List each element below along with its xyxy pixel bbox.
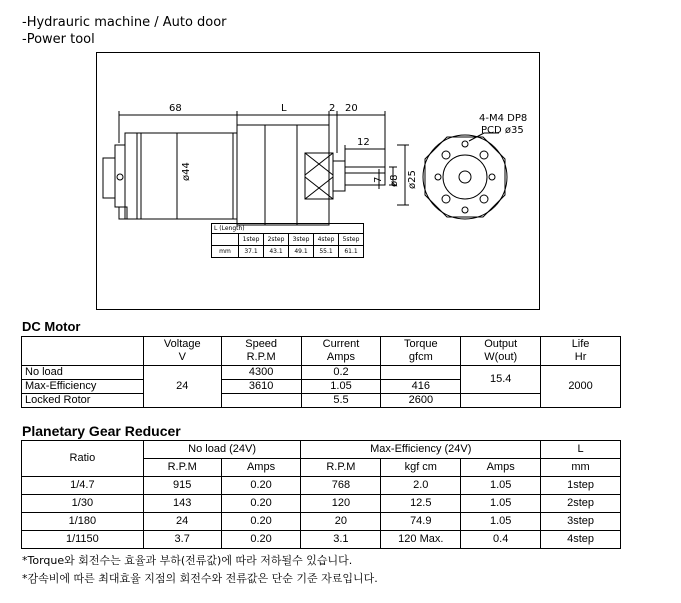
length-value-2: 43.1 bbox=[264, 246, 289, 258]
max-efficiency-header: Max-Efficiency (24V) bbox=[301, 441, 541, 459]
sub-header-mm: mm bbox=[541, 459, 621, 477]
application-line-1: -Hydrauric machine / Auto door bbox=[22, 15, 227, 30]
dim-20: 20 bbox=[345, 103, 358, 114]
dim-L: L bbox=[281, 103, 287, 114]
length-header-2: 2step bbox=[264, 234, 289, 246]
motor-diagram bbox=[97, 53, 539, 309]
length-value-4: 55.1 bbox=[314, 246, 339, 258]
table-row bbox=[22, 495, 621, 513]
length-header-1: 1step bbox=[239, 234, 264, 246]
length-value-5: 61.1 bbox=[339, 246, 364, 258]
table-cell: 143 bbox=[143, 495, 221, 513]
voltage-value: 24 bbox=[143, 366, 221, 408]
table-row bbox=[22, 394, 621, 408]
table-row bbox=[22, 531, 621, 549]
table-cell: 1step bbox=[541, 477, 621, 495]
table-cell: 1.05 bbox=[461, 513, 541, 531]
length-header-4: 4step bbox=[314, 234, 339, 246]
pcd-spec: PCD ø35 bbox=[481, 125, 524, 136]
sub-header-amps: Amps bbox=[221, 459, 301, 477]
current-value: 5.5 bbox=[301, 394, 381, 408]
table-cell: 2.0 bbox=[381, 477, 461, 495]
table-cell: 0.20 bbox=[221, 531, 301, 549]
header-torque: Torque gfcm bbox=[381, 337, 461, 366]
table-cell: 3.7 bbox=[143, 531, 221, 549]
sub-header-rpm: R.P.M bbox=[143, 459, 221, 477]
dim-7: 7 bbox=[373, 176, 384, 183]
table-cell: 768 bbox=[301, 477, 381, 495]
no-load-header: No load (24V) bbox=[143, 441, 301, 459]
table-cell: 3step bbox=[541, 513, 621, 531]
ratio-cell: 1/1150 bbox=[22, 531, 144, 549]
torque-value bbox=[381, 366, 461, 380]
application-line-2: -Power tool bbox=[22, 32, 95, 47]
table-cell: 1.05 bbox=[461, 495, 541, 513]
dc-motor-header-row bbox=[22, 337, 621, 366]
output-value: 15.4 bbox=[461, 366, 541, 394]
torque-value: 416 bbox=[381, 380, 461, 394]
table-cell: 0.4 bbox=[461, 531, 541, 549]
sub-header-kgfcm: kgf cm bbox=[381, 459, 461, 477]
length-value-3: 49.1 bbox=[289, 246, 314, 258]
dc-motor-title: DC Motor bbox=[22, 319, 81, 334]
length-caption: L (Length) bbox=[212, 224, 364, 234]
table-cell: 0.20 bbox=[221, 477, 301, 495]
table-cell: 20 bbox=[301, 513, 381, 531]
dim-phi44: ø44 bbox=[181, 162, 192, 181]
header-life: Life Hr bbox=[541, 337, 621, 366]
technical-drawing bbox=[96, 52, 540, 310]
dim-2: 2 bbox=[329, 103, 336, 114]
speed-value: 4300 bbox=[221, 366, 301, 380]
table-cell: 915 bbox=[143, 477, 221, 495]
current-value: 1.05 bbox=[301, 380, 381, 394]
ratio-header: Ratio bbox=[22, 441, 144, 477]
table-row bbox=[22, 513, 621, 531]
output-value bbox=[461, 394, 541, 408]
torque-value: 2600 bbox=[381, 394, 461, 408]
dim-phi25: ø25 bbox=[407, 170, 418, 189]
l-header: L bbox=[541, 441, 621, 459]
table-cell: 4step bbox=[541, 531, 621, 549]
header-voltage: Voltage V bbox=[143, 337, 221, 366]
current-value: 0.2 bbox=[301, 366, 381, 380]
header-current: Current Amps bbox=[301, 337, 381, 366]
dc-motor-table bbox=[21, 336, 621, 408]
header-speed: Speed R.P.M bbox=[221, 337, 301, 366]
length-header-3: 3step bbox=[289, 234, 314, 246]
life-value: 2000 bbox=[541, 366, 621, 408]
sub-header-rpm: R.P.M bbox=[301, 459, 381, 477]
length-header-5: 5step bbox=[339, 234, 364, 246]
table-cell: 0.20 bbox=[221, 513, 301, 531]
speed-value: 3610 bbox=[221, 380, 301, 394]
sub-header-amps: Amps bbox=[461, 459, 541, 477]
table-cell: 120 Max. bbox=[381, 531, 461, 549]
gear-reducer-title: Planetary Gear Reducer bbox=[22, 423, 181, 439]
ratio-cell: 1/4.7 bbox=[22, 477, 144, 495]
table-cell: 120 bbox=[301, 495, 381, 513]
speed-value bbox=[221, 394, 301, 408]
table-cell: 24 bbox=[143, 513, 221, 531]
gear-reducer-table bbox=[21, 440, 621, 549]
ratio-cell: 1/180 bbox=[22, 513, 144, 531]
table-cell: 74.9 bbox=[381, 513, 461, 531]
length-unit: mm bbox=[212, 246, 239, 258]
dim-68: 68 bbox=[169, 103, 182, 114]
table-cell: 1.05 bbox=[461, 477, 541, 495]
dim-12: 12 bbox=[357, 137, 370, 148]
table-row bbox=[22, 477, 621, 495]
row-label: Locked Rotor bbox=[22, 394, 144, 408]
bolt-spec: 4-M4 DP8 bbox=[479, 113, 528, 124]
header-output: Output W(out) bbox=[461, 337, 541, 366]
ratio-cell: 1/30 bbox=[22, 495, 144, 513]
row-label: No load bbox=[22, 366, 144, 380]
table-cell: 3.1 bbox=[301, 531, 381, 549]
table-row bbox=[22, 366, 621, 380]
note-line-2: *감속비에 따른 최대효율 지점의 회전수와 전류값은 단순 기준 자료입니다. bbox=[22, 572, 378, 585]
note-line-1: *Torque와 회전수는 효율과 부하(전류값)에 따라 저하될수 있습니다. bbox=[22, 554, 353, 567]
length-table bbox=[211, 223, 364, 258]
dim-phi8: ø8 bbox=[389, 174, 400, 187]
table-cell: 0.20 bbox=[221, 495, 301, 513]
table-cell: 2step bbox=[541, 495, 621, 513]
length-value-1: 37.1 bbox=[239, 246, 264, 258]
row-label: Max-Efficiency bbox=[22, 380, 144, 394]
table-cell: 12.5 bbox=[381, 495, 461, 513]
